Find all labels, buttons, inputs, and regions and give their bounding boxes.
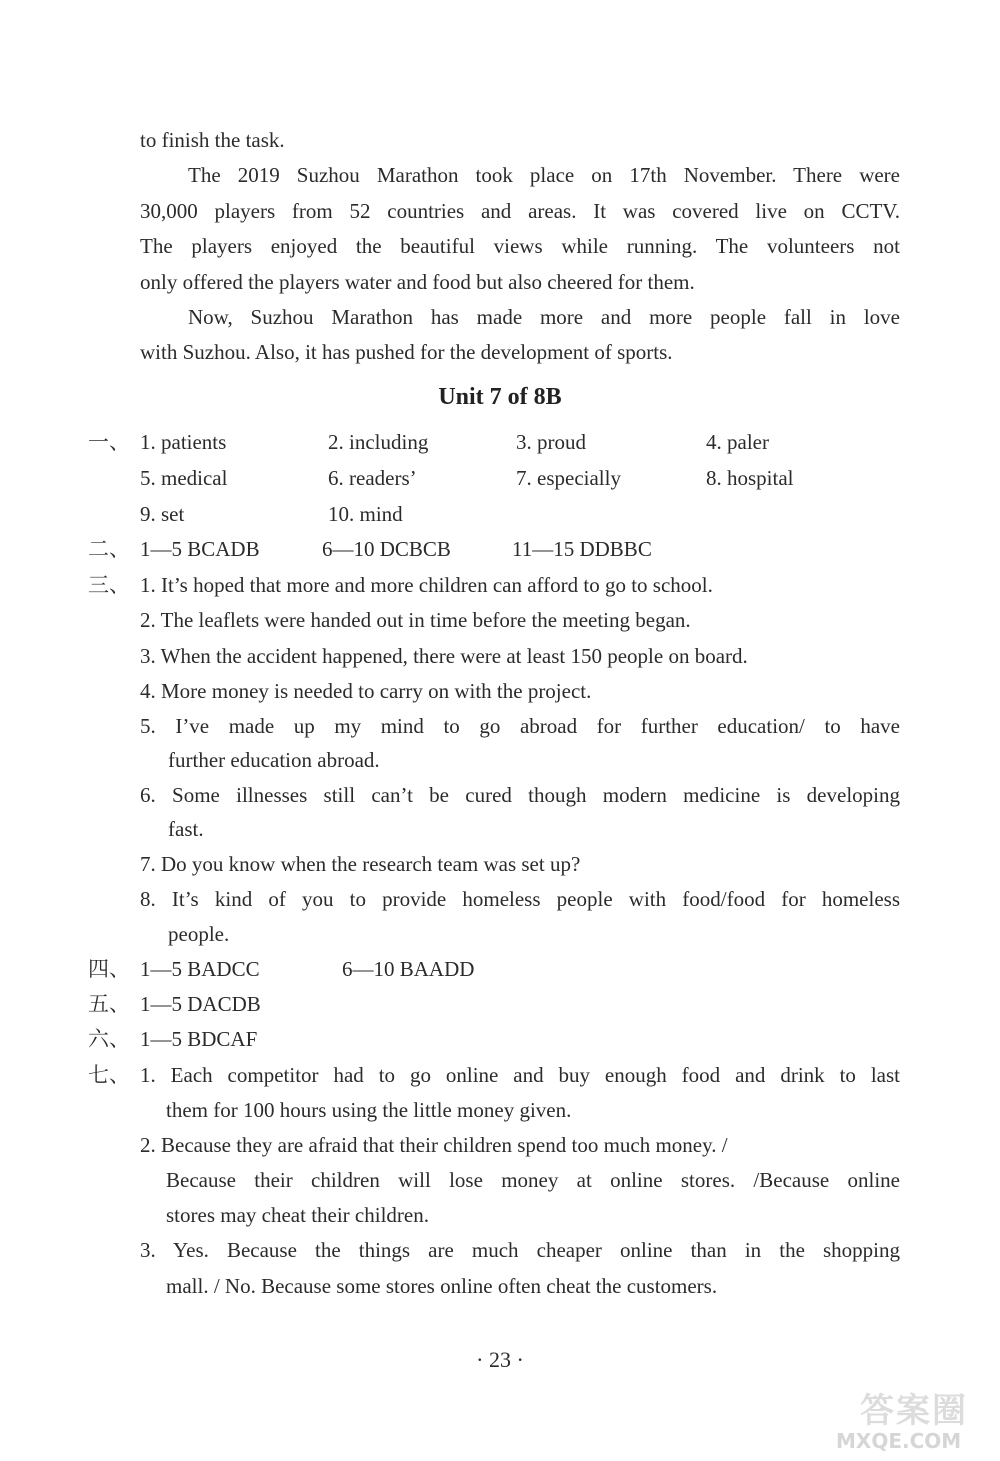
answer-item: 7. especially <box>516 466 621 490</box>
watermark-logo: 答案圈 <box>860 1391 968 1431</box>
passage-line: only offered the players water and food but also cheered for them. <box>140 270 695 294</box>
section-marker: 一、 <box>88 430 130 454</box>
passage-line: 30,000 players from 52 countries and areas. It was covered live on CCTV. <box>140 199 900 223</box>
answer-group: 6—10 DCBCB <box>322 537 451 561</box>
answer-line: Because their children will lose money at online stores. /Because online <box>166 1168 900 1192</box>
passage-line: Now, Suzhou Marathon has made more and more people fall in love <box>188 305 900 329</box>
answer-line: people. <box>168 922 230 946</box>
answer-item: 1. patients <box>140 430 227 454</box>
answer-line: 2. Because they are afraid that their children spend too much money. / <box>140 1133 728 1157</box>
passage-line: The 2019 Suzhou Marathon took place on 17th November. There were <box>188 163 900 187</box>
answer-line: further education abroad. <box>168 748 380 772</box>
answer-item: 10. mind <box>328 502 403 526</box>
page-number: · 23 · <box>476 1347 524 1372</box>
section-marker: 六、 <box>88 1027 130 1051</box>
answer-line: 3. When the accident happened, there were at least 150 people on board. <box>140 644 748 668</box>
answer-group: 1—5 BADCC <box>140 957 260 981</box>
unit-title: Unit 7 of 8B <box>438 384 562 410</box>
answer-group: 6—10 BAADD <box>342 957 475 981</box>
answer-item: 9. set <box>140 502 185 526</box>
answer-line: 1. It’s hoped that more and more children can afford to go to school. <box>140 573 713 597</box>
section-marker: 七、 <box>88 1063 130 1087</box>
answer-item: 2. including <box>328 430 429 454</box>
answer-line: 2. The leaflets were handed out in time before the meeting began. <box>140 608 691 632</box>
answer-group: 11—15 DDBBC <box>512 537 652 561</box>
answer-group: 1—5 BDCAF <box>140 1027 258 1051</box>
answer-line: them for 100 hours using the little money given. <box>166 1098 572 1122</box>
answer-line: 8. It’s kind of you to provide homeless people with food/food for homeless <box>140 887 900 911</box>
answer-line: 7. Do you know when the research team was set up? <box>140 852 581 876</box>
watermark <box>836 1383 986 1453</box>
section-marker: 五、 <box>88 992 130 1016</box>
answer-line: 4. More money is needed to carry on with the project. <box>140 679 592 703</box>
passage-line: with Suzhou. Also, it has pushed for the development of sports. <box>140 340 673 364</box>
section-marker: 四、 <box>88 957 130 981</box>
answer-item: 6. readers’ <box>328 466 417 490</box>
answer-line: 6. Some illnesses still can’t be cured though modern medicine is developing <box>140 783 900 807</box>
answer-line: 3. Yes. Because the things are much cheaper online than in the shopping <box>140 1238 900 1262</box>
passage-line: to finish the task. <box>140 128 285 152</box>
section-marker: 二、 <box>88 537 130 561</box>
watermark-url: MXQE.COM <box>836 1429 962 1453</box>
answer-item: 5. medical <box>140 466 228 490</box>
answer-item: 4. paler <box>706 430 769 454</box>
section-marker: 三、 <box>88 573 130 597</box>
answer-item: 8. hospital <box>706 466 794 490</box>
answer-item: 3. proud <box>516 430 586 454</box>
answer-line: mall. / No. Because some stores online often cheat the customers. <box>166 1274 718 1298</box>
answer-line: 1. Each competitor had to go online and buy enough food and drink to last <box>140 1063 900 1087</box>
answer-line: stores may cheat their children. <box>166 1203 429 1227</box>
passage-line: The players enjoyed the beautiful views while running. The volunteers not <box>140 234 900 258</box>
answer-group: 1—5 DACDB <box>140 992 261 1016</box>
answer-line: 5. I’ve made up my mind to go abroad for further education/ to have <box>140 714 900 738</box>
answer-line: fast. <box>168 817 204 841</box>
answer-group: 1—5 BCADB <box>140 537 260 561</box>
